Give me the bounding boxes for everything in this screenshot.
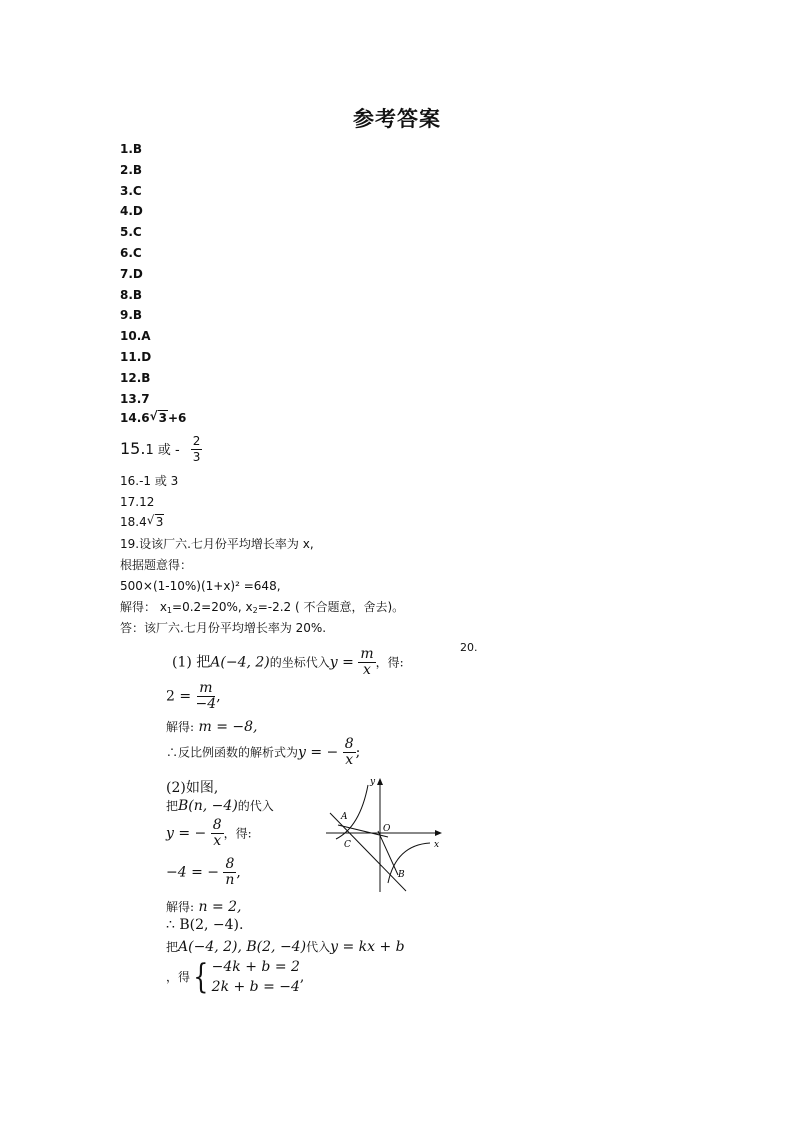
point-b-label: B	[398, 870, 405, 880]
equation-2: −4 = − $\frac{8}{n}$ ,	[166, 856, 241, 888]
equation-system: ，得{ −4k + b = 2 2k + b = −4 ,	[166, 957, 305, 997]
page-title: 参考答案	[353, 107, 441, 131]
y-axis-label: y	[370, 777, 376, 787]
part2-heading: (2)如图,	[166, 780, 219, 796]
sqrt-symbol: √ 3	[149, 409, 167, 425]
answer-item: 2.B	[120, 162, 143, 177]
origin-label: O	[383, 824, 391, 834]
y-axis-arrow	[377, 778, 383, 785]
answer-item: 4.D	[120, 204, 143, 219]
equation-1: 2 = $\frac{m}{-4}$ ,	[166, 680, 221, 712]
answer-item: 13.7	[120, 391, 150, 406]
substitute-ab: 把A(−4, 2), B(2, −4)代入y = kx + b	[166, 939, 405, 955]
answer-18: 18.4 √ 3	[120, 513, 164, 529]
solution-20-part1: (1) 把A(−4, 2)的坐标代入y = $\frac{m}{x}$ ，得:	[172, 646, 404, 678]
answer-16: 16.-1 或 3	[120, 474, 179, 488]
answer-15: 15.1 或 - $\frac{2}{3}$	[120, 434, 201, 464]
function-graph	[326, 773, 446, 895]
point-a-label: A	[341, 812, 348, 822]
answer-item: 8.B	[120, 287, 143, 302]
answer-14: 14.6 √ 3+6	[120, 409, 187, 425]
answer-19-line-3: 500×(1-10%)(1+x)² =648,	[120, 579, 281, 593]
answer-19-line-1: 19.设该厂六.七月份平均增长率为 x,	[120, 537, 314, 551]
answer-item: 5.C	[120, 225, 142, 240]
sqrt-symbol: √ 3	[146, 513, 164, 529]
x-axis-arrow	[435, 830, 442, 836]
fraction: $\frac{2}{3}$	[192, 434, 201, 464]
answer-item: 6.C	[120, 246, 142, 260]
answer-item: 11.D	[120, 350, 152, 364]
x-axis-label: x	[434, 840, 440, 850]
line-ab	[330, 813, 406, 891]
answer-item: 9.B	[120, 308, 143, 323]
answer-item: 3.C	[120, 183, 142, 198]
solve-m: 解得: m = −8,	[166, 719, 258, 735]
answer-17: 17.12	[120, 495, 155, 509]
solve-n: 解得: n = 2,	[166, 899, 242, 915]
answer-19-line-2: 根据题意得：	[120, 558, 193, 572]
answer-19-line-5: 答：该厂六.七月份平均增长率为 20%.	[120, 621, 327, 635]
equation-y: y = − $\frac{8}{x}$ ，得:	[166, 817, 252, 849]
answer-item: 10.A	[120, 329, 151, 344]
inverse-function-conclusion: ∴反比例函数的解析式为y = − $\frac{8}{x}$ ;	[166, 736, 361, 768]
substitute-b: 把B(n, −4)的代入	[166, 798, 274, 814]
line-ob	[378, 831, 398, 875]
point-b: ∴ B(2, −4).	[166, 917, 244, 933]
answer-19-line-4: 解得： $x_1=0.2=20\%$, $x_2=-2.2$ ( 不合题意，舍去)。	[120, 600, 405, 615]
point-c-label: C	[344, 840, 351, 850]
answer-item: 1.B	[120, 142, 143, 156]
answer-20-label: 20.	[460, 641, 478, 654]
hyperbola-branch-lower-right	[388, 843, 430, 883]
answer-item: 7.D	[120, 266, 143, 281]
answer-item: 12.B	[120, 370, 151, 385]
